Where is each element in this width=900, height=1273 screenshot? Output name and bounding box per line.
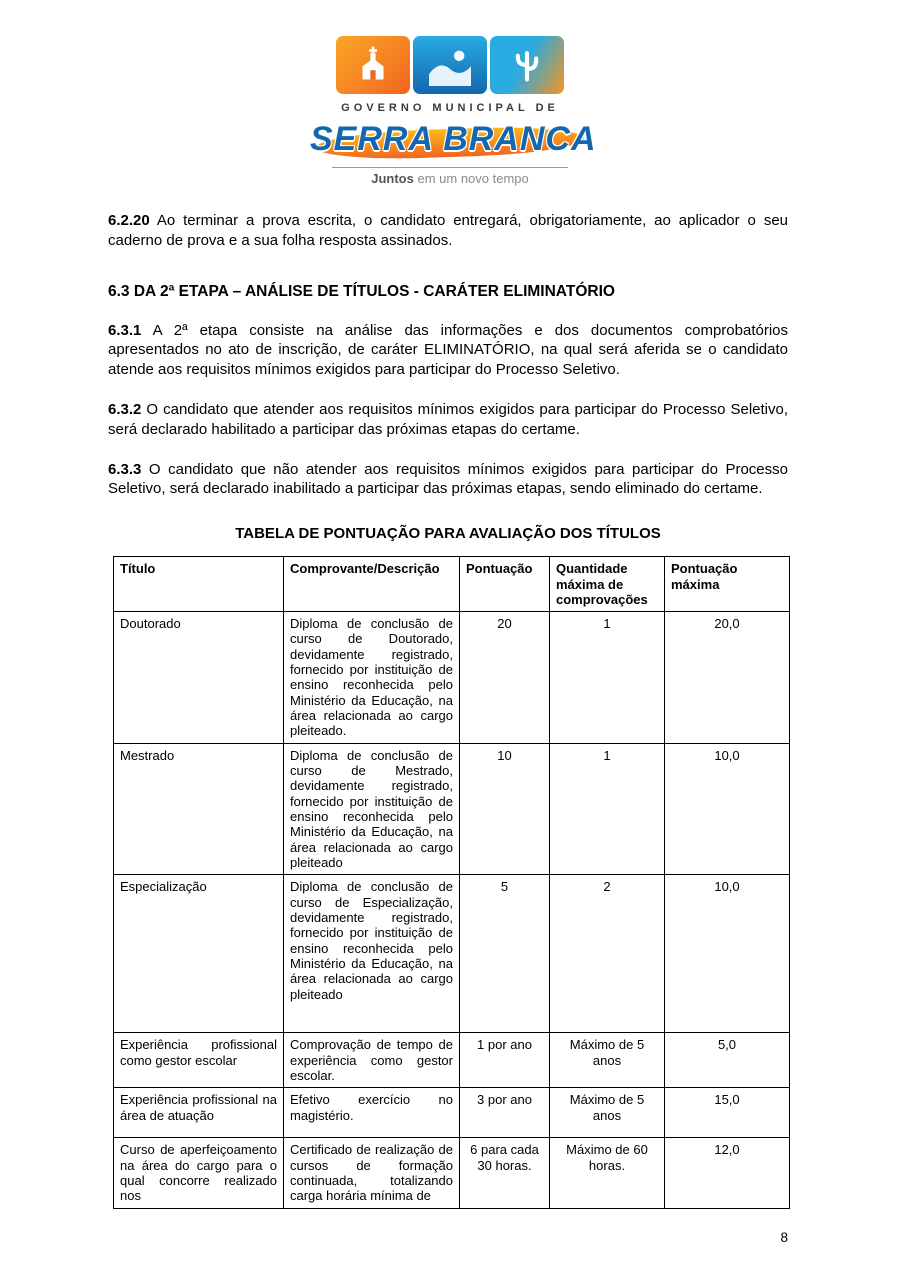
table-header-row — [114, 557, 790, 612]
cell-titulo: Mestrado — [114, 743, 284, 875]
header-titulo: Título — [114, 557, 284, 612]
landscape-icon — [413, 36, 487, 94]
cell-quantidade: 1 — [550, 743, 665, 875]
cell-titulo: Experiência profissional como gestor escolar — [114, 1033, 284, 1088]
cell-pontuacao: 10 — [460, 743, 550, 875]
cell-maxima: 5,0 — [665, 1033, 790, 1088]
paragraph-6-3-2 — [108, 400, 788, 440]
cell-desc: Comprovação de tempo de experiência como gestor escolar. — [284, 1033, 460, 1088]
cell-desc: Diploma de conclusão de curso de Mestrado, devidamente registrado, fornecido por instituição de ensino reconhecida pelo Ministério da Educação, na área relacionada ao cargo pleiteado — [284, 743, 460, 875]
tagline — [310, 171, 590, 186]
cell-pontuacao: 20 — [460, 612, 550, 744]
paragraph-6-3-3 — [108, 460, 788, 500]
cell-titulo: Doutorado — [114, 612, 284, 744]
cell-desc: Certificado de realização de cursos de formação continuada, totalizando carga horária mínima de — [284, 1138, 460, 1208]
cell-desc: Efetivo exercício no magistério. — [284, 1088, 460, 1138]
cell-pontuacao: 1 por ano — [460, 1033, 550, 1088]
paragraph-text: Ao terminar a prova escrita, o candidato entregará, obrigatoriamente, ao aplicador o seu caderno de prova e a sua folha resposta assinados. — [108, 212, 788, 249]
header-pontuacao: Pontuação — [460, 557, 550, 612]
paragraph-text: A 2ª etapa consiste na análise das informações e dos documentos comprobatórios apresentados no ato de inscrição, de caráter ELIMINATÓRIO, na qual será aferida se o candidato atende aos requisitos mínimos exigidos para participar do Processo Seletivo. — [108, 321, 788, 379]
table-row — [114, 1088, 790, 1138]
header-pontuacao-maxima: Pontuação máxima — [665, 557, 790, 612]
cell-maxima: 10,0 — [665, 875, 790, 1033]
city-name: SERRA BRANCA — [310, 120, 597, 158]
cell-quantidade: Máximo de 60 horas. — [550, 1138, 665, 1208]
cell-pontuacao: 6 para cada 30 horas. — [460, 1138, 550, 1208]
paragraph-6-2-20 — [108, 211, 788, 251]
paragraph-text: O candidato que atender aos requisitos mínimos exigidos para participar do Processo Seletivo, será declarado habilitado a participar das próximas etapas do certame. — [108, 400, 789, 438]
paragraph-number: 6.3.1 — [108, 321, 142, 339]
cell-maxima: 12,0 — [665, 1138, 790, 1208]
government-line: GOVERNO MUNICIPAL DE — [341, 102, 559, 114]
paragraph-6-3-1 — [108, 321, 788, 380]
cell-quantidade: 2 — [550, 875, 665, 1033]
paragraph-text: O candidato que não atender aos requisitos mínimos exigidos para participar do Processo Seletivo, será declarado inabilitado a participar das próximas etapas, sendo eliminado do certame. — [108, 460, 788, 498]
cell-maxima: 15,0 — [665, 1088, 790, 1138]
table-row — [114, 1138, 790, 1208]
table-row — [114, 1033, 790, 1088]
tagline-rest: em um novo tempo — [413, 171, 529, 186]
cell-titulo: Curso de aperfeiçoamento na área do cargo para o qual concorre realizado nos — [114, 1138, 284, 1208]
paragraph-number: 6.2.20 — [108, 212, 150, 229]
cell-maxima: 10,0 — [665, 743, 790, 875]
table-row — [114, 875, 790, 1033]
cell-quantidade: Máximo de 5 anos — [550, 1033, 665, 1088]
section-heading-6-3: 6.3 DA 2ª ETAPA – ANÁLISE DE TÍTULOS - CARÁTER ELIMINATÓRIO — [108, 282, 615, 300]
document-content — [0, 211, 900, 1209]
page-number: 8 — [780, 1230, 788, 1245]
church-icon — [336, 36, 410, 94]
tagline-rule — [332, 167, 568, 168]
cell-quantidade: 1 — [550, 612, 665, 744]
tagline-bold: Juntos — [371, 171, 414, 186]
cell-pontuacao: 3 por ano — [460, 1088, 550, 1138]
cactus-icon — [490, 36, 564, 94]
brand-wrap — [310, 116, 597, 162]
table-title: TABELA DE PONTUAÇÃO PARA AVALIAÇÃO DOS TÍTULOS — [235, 525, 661, 543]
table-row — [114, 612, 790, 744]
score-table — [113, 556, 790, 1209]
paragraph-number: 6.3.3 — [108, 460, 142, 478]
cell-titulo: Experiência profissional na área de atuação — [114, 1088, 284, 1138]
logo — [310, 36, 597, 186]
logo-tiles — [310, 36, 590, 94]
cell-pontuacao: 5 — [460, 875, 550, 1033]
paragraph-number: 6.3.2 — [108, 400, 142, 418]
cell-titulo: Especialização — [114, 875, 284, 1033]
header-comprovante: Comprovante/Descrição — [284, 557, 460, 612]
table-row — [114, 743, 790, 875]
cell-quantidade: Máximo de 5 anos — [550, 1088, 665, 1138]
cell-maxima: 20,0 — [665, 612, 790, 744]
header-quantidade: Quantidade máxima de comprovações — [550, 557, 665, 612]
cell-desc: Diploma de conclusão de curso de Especialização, devidamente registrado, fornecido por instituição de ensino reconhecida pelo Ministério da Educação, na área relacionada ao cargo pleiteado — [284, 875, 460, 1033]
cell-desc: Diploma de conclusão de curso de Doutorado, devidamente registrado, fornecido por instituição de ensino reconhecida pelo Ministério da Educação, na área relacionada ao cargo pleiteado. — [284, 612, 460, 744]
